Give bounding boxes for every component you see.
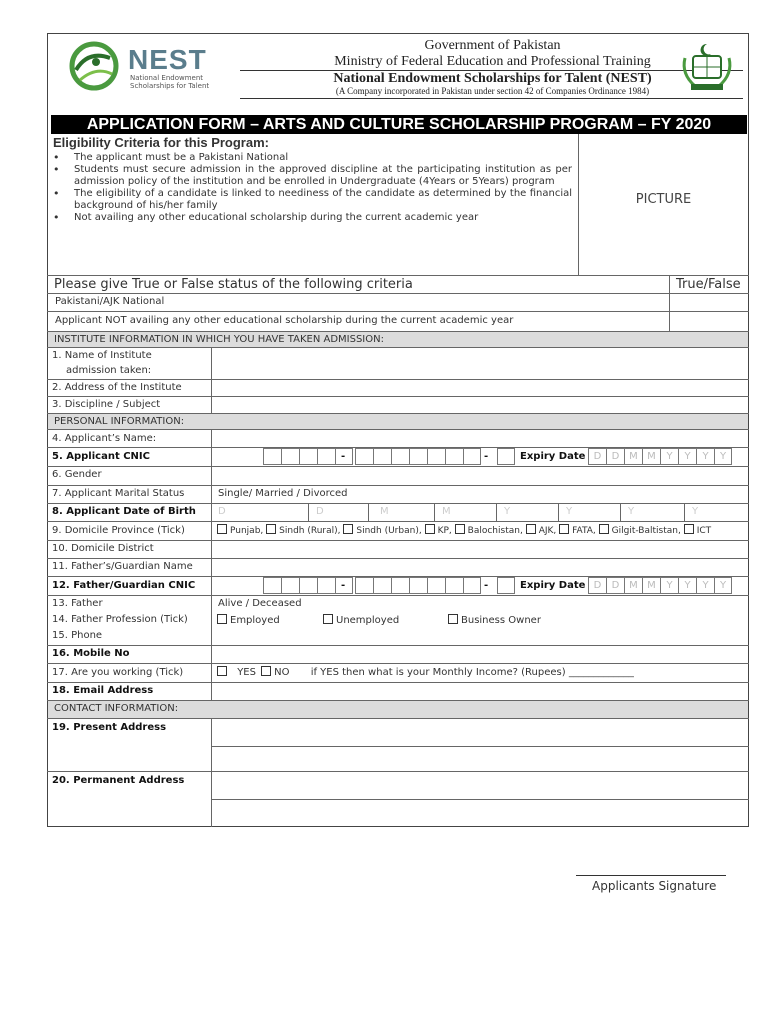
province-label: ICT bbox=[696, 526, 712, 536]
date-cell: D bbox=[588, 448, 606, 465]
logo-name: NEST bbox=[128, 44, 207, 75]
date-cell: M bbox=[642, 448, 660, 465]
picture-label: PICTURE bbox=[635, 192, 692, 207]
domicile-district-field[interactable] bbox=[212, 541, 748, 558]
label-domicile-province: 9. Domicile Province (Tick) bbox=[52, 525, 185, 536]
eligibility-list bbox=[50, 152, 572, 224]
working-options bbox=[217, 666, 634, 678]
profession-checkbox[interactable] bbox=[448, 614, 458, 624]
logo-subtitle-1: National Endowment bbox=[130, 74, 204, 82]
dob-cell: Y bbox=[504, 506, 511, 517]
applicant-cnic-boxes-3[interactable] bbox=[497, 448, 515, 465]
province-checkbox[interactable] bbox=[599, 524, 609, 534]
dob-cell: M bbox=[380, 506, 389, 517]
province-label: Sindh (Rural), bbox=[279, 526, 341, 536]
father-cnic-boxes-2[interactable] bbox=[355, 577, 481, 594]
eligibility-item: • Not availing any other educational scholarship during the current academic year bbox=[50, 212, 572, 224]
no-checkbox[interactable] bbox=[261, 666, 271, 676]
label-marital-status: 7. Applicant Marital Status bbox=[52, 488, 185, 499]
province-checkbox[interactable] bbox=[266, 524, 276, 534]
cnic-dash: - bbox=[341, 580, 346, 591]
father-cnic-boxes-3[interactable] bbox=[497, 577, 515, 594]
contact-section-title: CONTACT INFORMATION: bbox=[54, 703, 179, 714]
eligibility-item: • Students must secure admission in the approved discipline at the participating institution as per admission policy of the institution and be enrolled in Undergraduate (4Years or 5Years) program bbox=[50, 164, 572, 188]
dob-cell: D bbox=[218, 506, 226, 517]
header-ministry: Ministry of Federal Education and Professional Training bbox=[334, 54, 651, 69]
profession-options bbox=[217, 614, 737, 628]
label-institute-name: 1. Name of Institute bbox=[52, 350, 152, 361]
phone-field[interactable] bbox=[212, 628, 748, 644]
dob-cell: D bbox=[316, 506, 324, 517]
dob-cell: M bbox=[442, 506, 451, 517]
cnic-expiry-date[interactable] bbox=[588, 448, 732, 465]
eligibility-item: • The applicant must be a Pakistani National bbox=[50, 152, 572, 164]
date-cell: Y bbox=[660, 577, 678, 594]
criteria-heading: Please give True or False status of the following criteria bbox=[54, 277, 413, 292]
signature-line[interactable] bbox=[576, 875, 726, 876]
date-cell: D bbox=[606, 448, 624, 465]
institute-section-title: INSTITUTE INFORMATION IN WHICH YOU HAVE TAKEN ADMISSION: bbox=[54, 334, 384, 345]
date-cell: Y bbox=[714, 577, 732, 594]
label-discipline: 3. Discipline / Subject bbox=[52, 399, 161, 410]
profession-checkbox[interactable] bbox=[323, 614, 333, 624]
label-email: 18. Email Address bbox=[52, 685, 154, 696]
header-nest: National Endowment Scholarships for Talent (NEST) bbox=[333, 71, 652, 86]
applicant-cnic-boxes[interactable] bbox=[263, 448, 353, 465]
province-checkbox[interactable] bbox=[684, 524, 694, 534]
gender-field[interactable] bbox=[212, 467, 748, 484]
cnic-dash: - bbox=[484, 580, 489, 591]
province-label: Balochistan, bbox=[467, 526, 523, 536]
expiry-label: Expiry Date bbox=[520, 451, 586, 462]
header-company-note: (A Company incorporated in Pakistan under section 42 of Companies Ordinance 1984) bbox=[335, 86, 650, 96]
dob-cell: Y bbox=[692, 506, 699, 517]
date-cell: Y bbox=[696, 577, 714, 594]
yes-checkbox[interactable] bbox=[217, 666, 227, 676]
date-cell: M bbox=[624, 448, 642, 465]
marital-status-options[interactable]: Single/ Married / Divorced bbox=[218, 488, 348, 499]
applicant-cnic-boxes-2[interactable] bbox=[355, 448, 481, 465]
yes-label: YES bbox=[237, 667, 256, 678]
cnic-dash: - bbox=[484, 451, 489, 462]
label-applicant-name: 4. Applicant’s Name: bbox=[52, 433, 157, 444]
dob-field[interactable] bbox=[212, 504, 748, 521]
present-address-field[interactable] bbox=[212, 719, 748, 771]
province-label: FATA, bbox=[572, 526, 596, 536]
signature-label: Applicants Signature bbox=[592, 879, 717, 893]
label-date-of-birth: 8. Applicant Date of Birth bbox=[52, 506, 196, 517]
logo-subtitle-2: Scholarships for Talent bbox=[130, 82, 210, 90]
label-father-cnic: 12. Father/Guardian CNIC bbox=[52, 580, 196, 591]
header-gov: Government of Pakistan bbox=[424, 38, 561, 53]
expiry-label: Expiry Date bbox=[520, 580, 586, 591]
label-applicant-cnic: 5. Applicant CNIC bbox=[52, 451, 150, 462]
province-options bbox=[217, 524, 711, 536]
true-false-header: True/False bbox=[676, 277, 741, 292]
label-gender: 6. Gender bbox=[52, 469, 102, 480]
picture-box[interactable] bbox=[579, 134, 748, 275]
institute-name-field[interactable] bbox=[212, 348, 748, 379]
email-field[interactable] bbox=[212, 683, 748, 700]
date-cell: Y bbox=[660, 448, 678, 465]
personal-section-title: PERSONAL INFORMATION: bbox=[54, 416, 185, 427]
date-cell: D bbox=[606, 577, 624, 594]
mobile-field[interactable] bbox=[212, 646, 748, 663]
province-checkbox[interactable] bbox=[526, 524, 536, 534]
cnic-dash: - bbox=[341, 451, 346, 462]
income-question[interactable]: if YES then what is your Monthly Income? (Rupees) _____________ bbox=[310, 667, 634, 678]
province-label: Sindh (Urban), bbox=[356, 526, 422, 536]
profession-checkbox[interactable] bbox=[217, 614, 227, 624]
label-phone: 15. Phone bbox=[52, 630, 103, 641]
label-father: 13. Father bbox=[52, 598, 103, 609]
true-false-field-1[interactable] bbox=[670, 294, 748, 311]
label-father-profession: 14. Father Profession (Tick) bbox=[52, 614, 188, 625]
discipline-field[interactable] bbox=[212, 397, 748, 413]
label-institute-address: 2. Address of the Institute bbox=[52, 382, 182, 393]
province-checkbox[interactable] bbox=[343, 524, 353, 534]
province-checkbox[interactable] bbox=[217, 524, 227, 534]
label-present-address: 19. Present Address bbox=[52, 722, 167, 733]
father-name-field[interactable] bbox=[212, 559, 748, 576]
dob-cell: Y bbox=[628, 506, 635, 517]
criteria-row-1: Pakistani/AJK National bbox=[55, 296, 165, 307]
no-label: NO bbox=[274, 667, 290, 678]
applicant-name-field[interactable] bbox=[212, 430, 748, 446]
dob-cell: Y bbox=[566, 506, 573, 517]
true-false-field-2[interactable] bbox=[670, 312, 748, 331]
province-checkbox[interactable] bbox=[425, 524, 435, 534]
date-cell: D bbox=[588, 577, 606, 594]
profession-label: Business Owner bbox=[461, 615, 541, 626]
label-institute-name-2: admission taken: bbox=[66, 365, 152, 376]
eligibility-heading: Eligibility Criteria for this Program: bbox=[53, 135, 269, 150]
province-checkbox[interactable] bbox=[455, 524, 465, 534]
province-label: AJK, bbox=[538, 526, 557, 536]
date-cell: Y bbox=[678, 448, 696, 465]
label-mobile: 16. Mobile No bbox=[52, 648, 130, 659]
date-cell: Y bbox=[714, 448, 732, 465]
date-cell: M bbox=[624, 577, 642, 594]
province-label: Gilgit-Baltistan, bbox=[611, 526, 681, 536]
date-cell: Y bbox=[696, 448, 714, 465]
eligibility-item: • The eligibility of a candidate is linked to neediness of the candidate as determined by the financial background of his/her family bbox=[50, 188, 572, 212]
institute-address-field[interactable] bbox=[212, 380, 748, 396]
profession-label: Employed bbox=[230, 615, 280, 626]
profession-label: Unemployed bbox=[336, 615, 400, 626]
father-cnic-expiry-date[interactable] bbox=[588, 577, 732, 594]
label-father-name: 11. Father’s/Guardian Name bbox=[52, 561, 193, 572]
criteria-row-2: Applicant NOT availing any other educational scholarship during the current academic year bbox=[55, 315, 514, 326]
label-domicile-district: 10. Domicile District bbox=[52, 543, 154, 554]
province-label: KP, bbox=[437, 526, 452, 536]
form-title: APPLICATION FORM – ARTS AND CULTURE SCHOLARSHIP PROGRAM – FY 2020 bbox=[51, 115, 747, 134]
label-permanent-address: 20. Permanent Address bbox=[52, 775, 185, 786]
father-status-options[interactable]: Alive / Deceased bbox=[218, 598, 302, 609]
father-cnic-boxes[interactable] bbox=[263, 577, 353, 594]
date-cell: Y bbox=[678, 577, 696, 594]
label-working: 17. Are you working (Tick) bbox=[52, 667, 184, 678]
province-label: Punjab, bbox=[230, 526, 264, 536]
date-cell: M bbox=[642, 577, 660, 594]
province-checkbox[interactable] bbox=[559, 524, 569, 534]
